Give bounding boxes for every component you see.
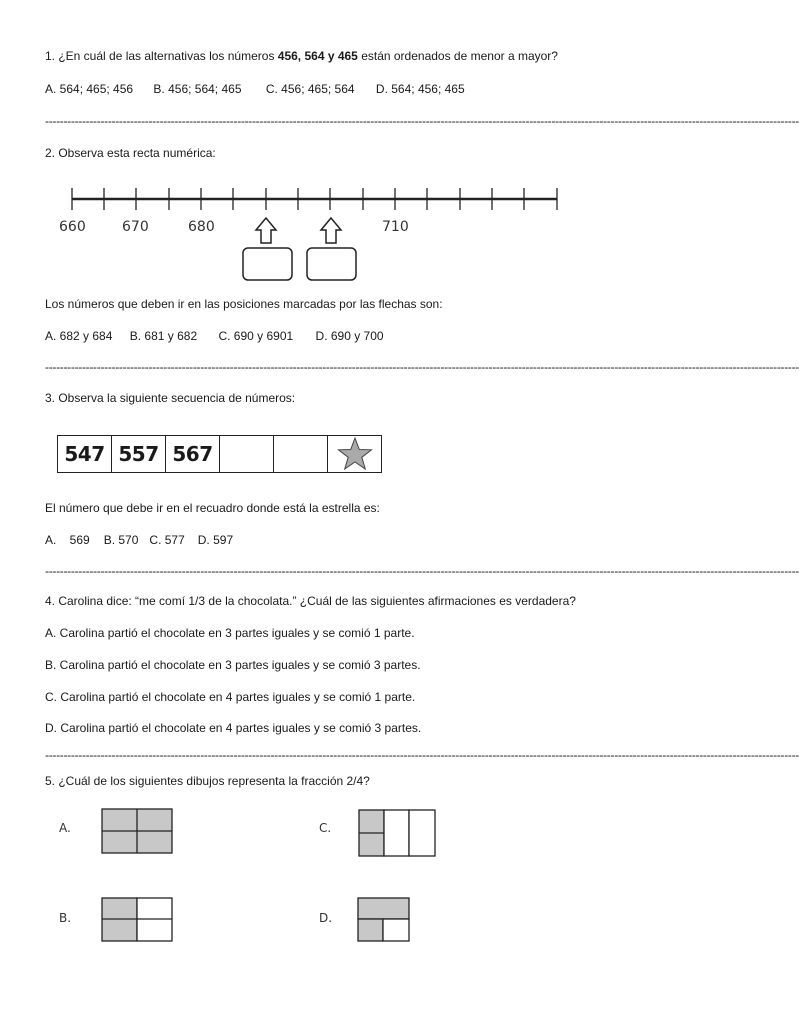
divider: ------------------------------------------------------------------------------------------------------------------------------------------------------------------------------------------------------------ — [45, 114, 799, 128]
q2-option-a[interactable]: A. 682 y 684 — [45, 329, 113, 343]
option-letter-d[interactable]: D. — [319, 911, 333, 925]
q2-question: Los números que deben ir en las posiciones marcadas por las flechas son: — [45, 297, 443, 311]
q3-option-a[interactable]: A. 569 — [45, 533, 90, 547]
figure-c — [359, 810, 435, 856]
option-letter-a[interactable]: A. — [59, 821, 71, 835]
q3-question: El número que debe ir en el recuadro donde está la estrella es: — [45, 501, 380, 515]
sequence-cell — [220, 436, 274, 472]
divider: ------------------------------------------------------------------------------------------------------------------------------------------------------------------------------------------------------------ — [45, 360, 799, 374]
number-sequence — [57, 435, 382, 473]
number-line-label: 660 — [59, 219, 86, 235]
answer-box — [243, 248, 292, 280]
divider: ------------------------------------------------------------------------------------------------------------------------------------------------------------------------------------------------------------ — [45, 748, 799, 762]
q1-options — [45, 82, 465, 96]
up-arrow-icon — [321, 218, 341, 243]
figure-b — [102, 898, 172, 941]
figure-a — [102, 809, 172, 853]
answer-box — [307, 248, 356, 280]
q2-option-c[interactable]: C. 690 y 6901 — [218, 329, 294, 343]
q1-option-c[interactable]: C. 456; 465; 564 — [265, 82, 355, 96]
q3-option-d[interactable]: D. 597 — [197, 533, 234, 547]
sequence-cell: 567 — [166, 436, 220, 472]
option-letter-c[interactable]: C. — [319, 821, 332, 835]
q3-prompt: 3. Observa la siguiente secuencia de números: — [45, 391, 296, 405]
q4-option-d[interactable]: D. Carolina partió el chocolate en 4 partes iguales y se comió 3 partes. — [45, 721, 422, 735]
q2-option-d[interactable]: D. 690 y 700 — [315, 329, 384, 343]
q5-prompt: 5. ¿Cuál de los siguientes dibujos representa la fracción 2/4? — [45, 774, 370, 788]
figure-d — [358, 898, 409, 941]
q3-option-c[interactable]: C. 577 — [149, 533, 185, 547]
star-icon — [337, 437, 373, 471]
q3-options — [45, 533, 233, 547]
q4-option-a[interactable]: A. Carolina partió el chocolate en 3 partes iguales y se comió 1 parte. — [45, 626, 415, 640]
divider: ------------------------------------------------------------------------------------------------------------------------------------------------------------------------------------------------------------ — [45, 564, 799, 578]
q2-prompt: 2. Observa esta recta numérica: — [45, 146, 216, 160]
number-line-label: 670 — [122, 219, 149, 235]
q3-option-b[interactable]: B. 570 — [103, 533, 139, 547]
number-line-label: 680 — [188, 219, 215, 235]
q4-prompt: 4. Carolina dice: “me comí 1/3 de la chocolata.” ¿Cuál de las siguientes afirmaciones es verdadera? — [45, 594, 576, 608]
q1-option-a[interactable]: A. 564; 465; 456 — [45, 82, 134, 96]
q1-prompt: 1. ¿En cuál de las alternativas los números 456, 564 y 465 están ordenados de menor a mayor? — [45, 49, 558, 63]
number-line-label: 710 — [382, 219, 409, 235]
q1-option-b[interactable]: B. 456; 564; 465 — [153, 82, 242, 96]
fraction-figures — [0, 800, 768, 950]
q1-option-d[interactable]: D. 564; 456; 465 — [375, 82, 465, 96]
sequence-cell: 547 — [58, 436, 112, 472]
q2-options — [45, 329, 384, 343]
option-letter-b[interactable]: B. — [59, 911, 72, 925]
up-arrow-icon — [256, 218, 276, 243]
sequence-cell: 557 — [112, 436, 166, 472]
q4-option-c[interactable]: C. Carolina partió el chocolate en 4 partes iguales y se comió 1 parte. — [45, 690, 416, 704]
sequence-cell — [274, 436, 328, 472]
q4-option-b[interactable]: B. Carolina partió el chocolate en 3 partes iguales y se comió 3 partes. — [45, 658, 421, 672]
sequence-cell-star — [328, 436, 381, 472]
q2-option-b[interactable]: B. 681 y 682 — [129, 329, 198, 343]
